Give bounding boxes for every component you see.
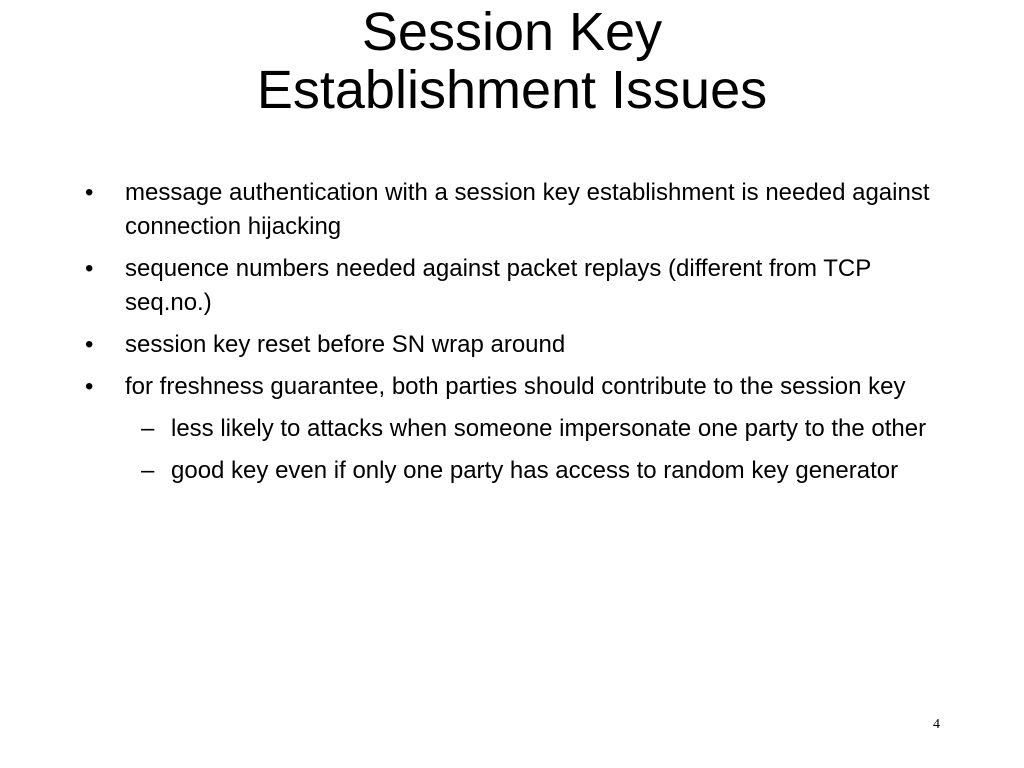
bullet-marker: • (85, 255, 94, 282)
bullet-text: sequence numbers needed against packet replays (different from TCP seq.no.) (125, 255, 871, 316)
slide-body (85, 176, 935, 496)
dash-marker: – (141, 415, 155, 442)
slide-title (0, 3, 1024, 119)
sub-bullet-text: good key even if only one party has access to random key generator (171, 457, 899, 484)
sub-bullet-item (131, 454, 935, 488)
bullet-item (85, 252, 935, 320)
sub-bullet-text: less likely to attacks when someone impersonate one party to the other (171, 415, 927, 442)
bullet-item (85, 176, 935, 244)
bullet-item (85, 328, 935, 362)
dash-marker: – (141, 457, 155, 484)
bullet-text: message authentication with a session key establishment is needed against connection hijacking (125, 179, 930, 240)
slide-title-line-2: Establishment Issues (256, 60, 768, 120)
bullet-marker: • (85, 331, 94, 358)
bullet-text: for freshness guarantee, both parties should contribute to the session key (125, 373, 906, 400)
page-number: 4 (933, 717, 940, 732)
bullet-item (85, 370, 935, 404)
sub-bullet-item (131, 412, 935, 446)
bullet-text: session key reset before SN wrap around (125, 331, 566, 358)
slide-title-line-1: Session Key (361, 2, 663, 62)
bullet-marker: • (85, 373, 94, 400)
bullet-marker: • (85, 179, 94, 206)
